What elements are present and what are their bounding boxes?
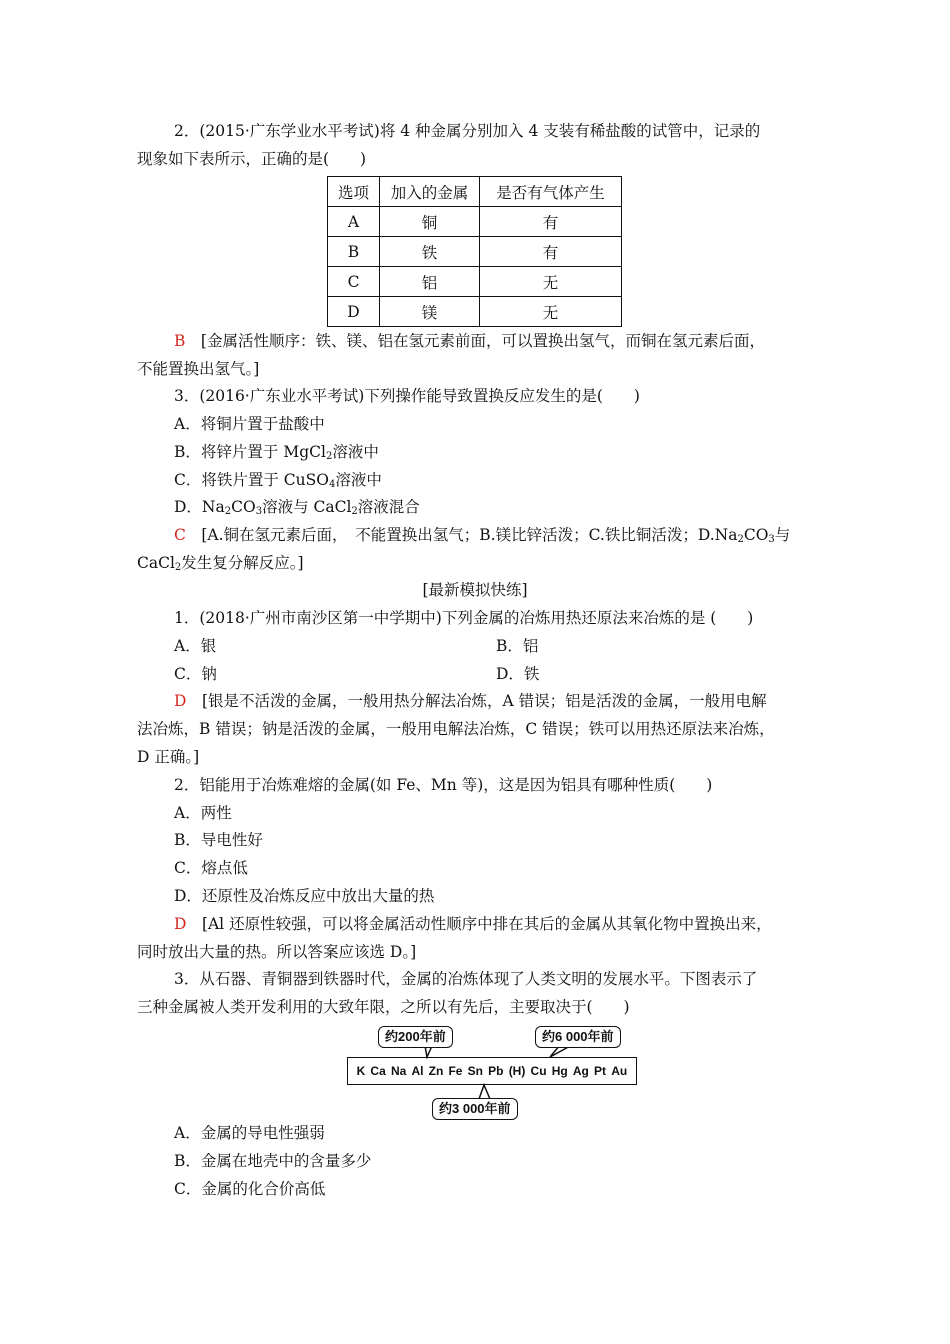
answer-letter: C <box>174 526 186 544</box>
table-header-cell: 加入的金属 <box>380 177 480 207</box>
table-cell: 镁 <box>380 297 480 327</box>
options-table <box>327 176 622 327</box>
table-cell: 有 <box>480 237 622 267</box>
question-3-option-d: D．$Na_2CO_3$溶液与 CaCl$_2$溶液混合 <box>174 498 420 517</box>
table-cell: C <box>328 267 380 297</box>
metal-symbol: Au <box>611 1064 628 1078</box>
metal-symbol: Al <box>411 1064 424 1078</box>
table-cell: D <box>328 297 380 327</box>
table-row <box>328 267 622 297</box>
metal-symbol: Zn <box>428 1064 444 1078</box>
question-2-answer-line-2: 不能置换出氢气。] <box>137 360 260 378</box>
question-2-stem-line-1: 2．(2015·广东学业水平考试)将 4 种金属分别加入 4 支装有稀盐酸的试管中，记录的 <box>174 122 761 140</box>
callout-pointers <box>0 1020 950 1150</box>
question-3-option-b: B．将锌片置于 MgCl$_2$溶液中 <box>174 443 379 462</box>
mock-1-option-c: C．钠 <box>174 665 217 683</box>
mock-1-option-d: D．铁 <box>496 665 540 683</box>
metal-symbol: Ag <box>572 1064 589 1078</box>
mock-2-option-a: A．两性 <box>174 804 232 822</box>
mock-3-stem-line-2: 三种金属被人类开发利用的大致年限，之所以有先后，主要取决于( ) <box>137 998 630 1016</box>
table-row <box>328 297 622 327</box>
mock-2-stem: 2．铝能用于冶炼难熔的金属(如 Fe、Mn 等)，这是因为铝具有哪种性质( ) <box>174 776 713 794</box>
mock-1-answer-line-2: 法冶炼，B 错误；钠是活泼的金属，一般用电解法冶炼，C 错误；铁可以用热还原法来冶炼， <box>137 720 775 738</box>
metal-symbol: Pt <box>594 1064 607 1078</box>
question-3-answer-line-2: CaCl$_2$发生复分解反应。] <box>137 554 304 573</box>
section-title: [最新模拟快练] <box>422 581 528 599</box>
mock-1-stem: 1．(2018·广州市南沙区第一中学期中)下列金属的冶炼用热还原法来冶炼的是 ( ) <box>174 609 754 627</box>
answer-letter: D <box>174 915 187 933</box>
table-header-cell: 是否有气体产生 <box>480 177 622 207</box>
table-cell: A <box>328 207 380 237</box>
mock-2-option-c: C．熔点低 <box>174 859 248 877</box>
metal-symbol: Hg <box>551 1064 568 1078</box>
metal-symbol: Cu <box>530 1064 547 1078</box>
mock-3-option-c: C．金属的化合价高低 <box>174 1180 326 1198</box>
callout-al: 约200年前 <box>378 1026 453 1048</box>
mock-2-answer-line-1: D [Al 还原性较强，可以将金属活动性顺序中排在其后的金属从其氧化物中置换出来， <box>174 915 772 933</box>
mock-1-option-b: B．铝 <box>496 637 539 655</box>
answer-letter: D <box>174 692 187 710</box>
mock-1-answer-line-3: D 正确。] <box>137 748 200 766</box>
table-cell: 铁 <box>380 237 480 267</box>
mock-2-option-b: B．导电性好 <box>174 831 263 849</box>
mock-3-option-a: A．金属的导电性强弱 <box>174 1124 325 1142</box>
metal-symbol: K <box>356 1064 366 1078</box>
metal-symbol: Na <box>390 1064 407 1078</box>
callout-fe: 约3 000年前 <box>432 1098 518 1120</box>
table-cell: B <box>328 237 380 267</box>
metal-symbol: Sn <box>467 1064 483 1078</box>
question-2-stem-line-2: 现象如下表所示，正确的是( ) <box>137 150 367 168</box>
table-cell: 无 <box>480 297 622 327</box>
table-row <box>328 207 622 237</box>
table-header-row <box>328 177 622 207</box>
question-3-answer-line-1: C [A.铜在氢元素后面， 不能置换出氢气；B.镁比锌活泼；C.铁比铜活泼；$D.Na_2CO_3$与 <box>174 526 791 545</box>
metal-symbol: Ca <box>370 1064 386 1078</box>
table-cell: 铝 <box>380 267 480 297</box>
question-3-option-a: A．将铜片置于盐酸中 <box>174 415 325 433</box>
mock-3-option-b: B．金属在地壳中的含量多少 <box>174 1152 372 1170</box>
question-2-answer-line-1: B [金属活性顺序：铁、镁、铝在氢元素前面，可以置换出氢气，而铜在氢元素后面， <box>174 332 765 350</box>
mock-1-option-a: A．银 <box>174 637 217 655</box>
question-3-stem: 3．(2016·广东业水平考试)下列操作能导致置换反应发生的是( ) <box>174 387 640 405</box>
mock-2-option-d: D．还原性及冶炼反应中放出大量的热 <box>174 887 435 905</box>
metal-symbol: (H) <box>508 1064 526 1078</box>
question-3-option-c: C．将铁片置于 CuSO$_4$溶液中 <box>174 471 382 490</box>
table-cell: 有 <box>480 207 622 237</box>
mock-1-answer-line-1: D [银是不活泼的金属，一般用热分解法冶炼，A 错误；铝是活泼的金属，一般用电解 <box>174 692 767 710</box>
metal-symbol: Pb <box>488 1064 504 1078</box>
table-header-cell: 选项 <box>328 177 380 207</box>
mock-3-stem-line-1: 3．从石器、青铜器到铁器时代，金属的冶炼体现了人类文明的发展水平。下图表示了 <box>174 970 758 988</box>
callout-cu: 约6 000年前 <box>535 1026 621 1048</box>
table-row <box>328 237 622 267</box>
metal-symbol: Fe <box>448 1064 463 1078</box>
pointer-fe <box>479 1085 490 1099</box>
activity-series-box <box>347 1057 637 1085</box>
mock-2-answer-line-2: 同时放出大量的热。所以答案应该选 D。] <box>137 943 417 961</box>
table-cell: 无 <box>480 267 622 297</box>
answer-letter: B <box>174 332 186 350</box>
table-cell: 铜 <box>380 207 480 237</box>
